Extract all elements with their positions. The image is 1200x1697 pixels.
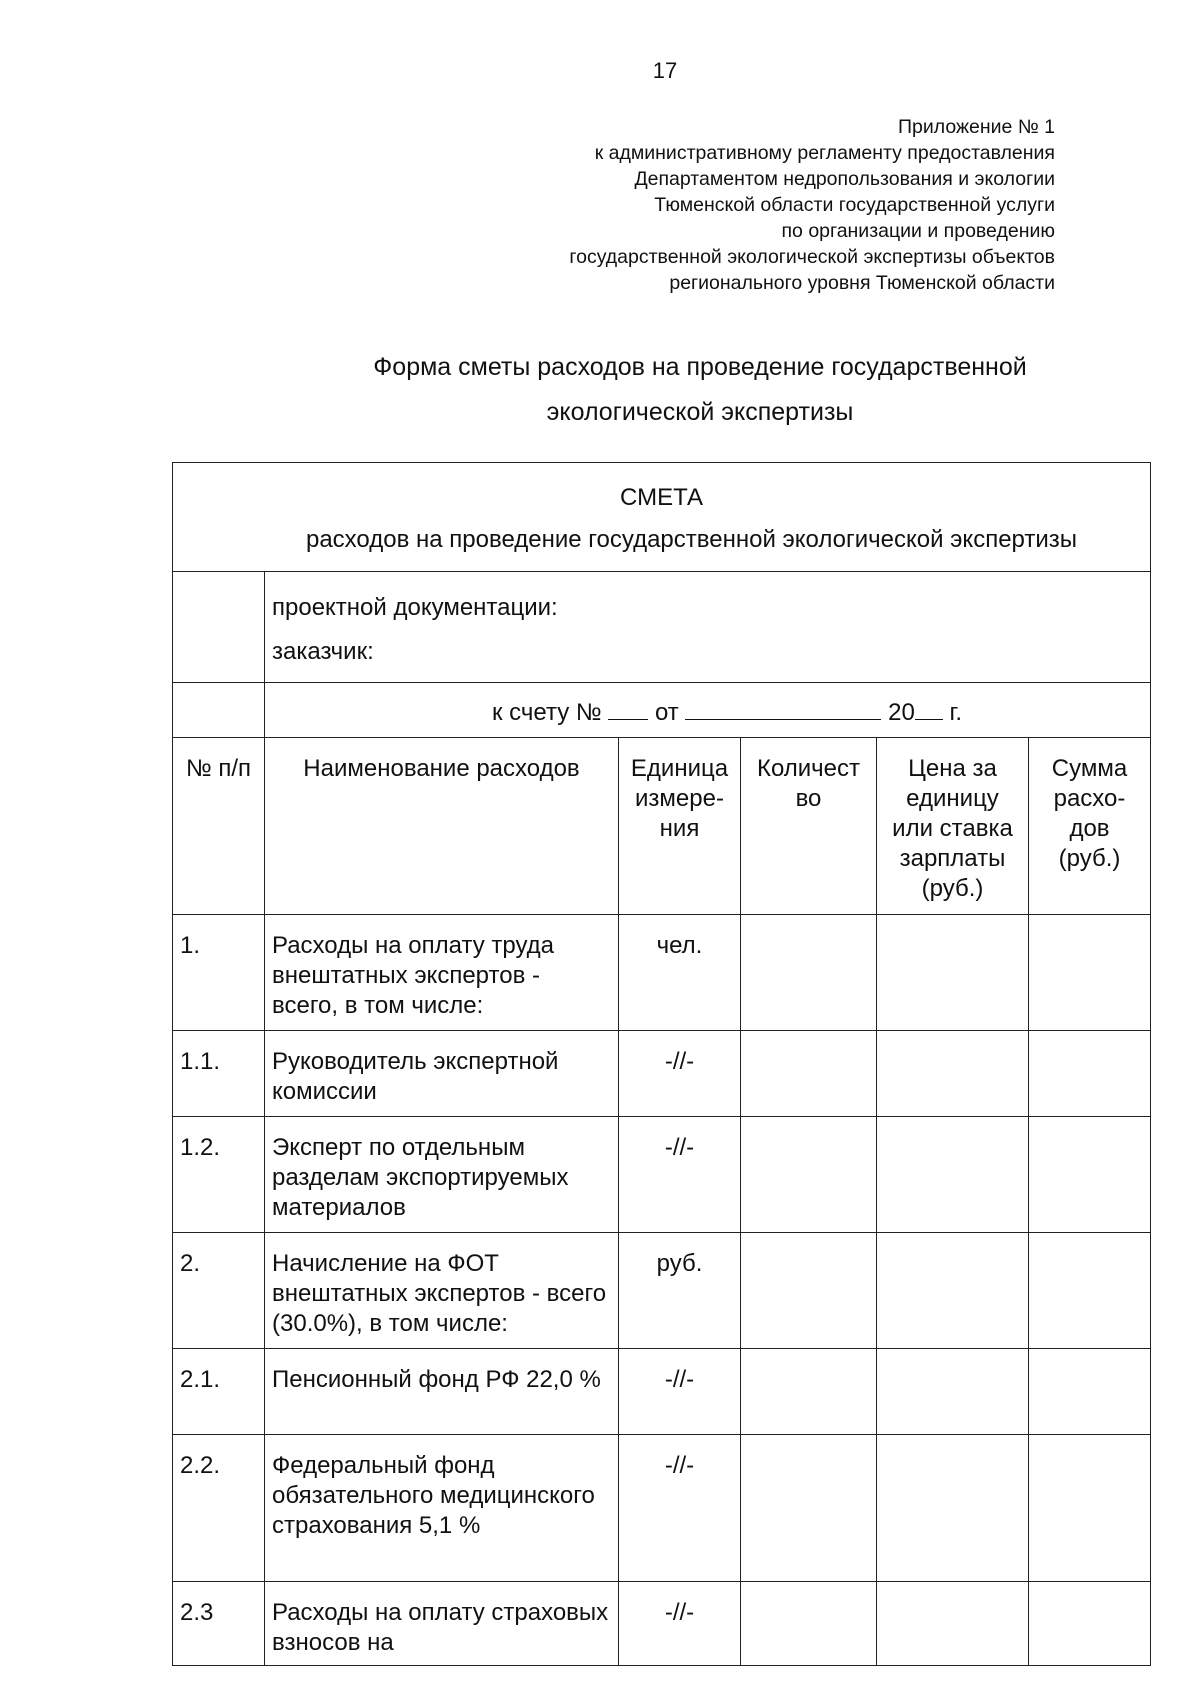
estimate-subtitle: расходов на проведение государственной экологической экспертизы [305, 526, 1078, 553]
table-row [173, 915, 1151, 1031]
form-title-line: Форма сметы расходов на проведение государственной [373, 353, 1027, 381]
row-price [877, 1435, 1029, 1582]
row-num: 1. [173, 915, 265, 1031]
row-qty [741, 1031, 877, 1117]
form-title-line: экологической экспертизы [546, 398, 854, 426]
project-label: проектной документации: [272, 594, 558, 621]
row-num: 2. [173, 1233, 265, 1349]
row-sum [1029, 1117, 1151, 1233]
appendix-line: регионального уровня Тюменской области [669, 272, 1055, 294]
header-price: Цена за единицу или ставка зарплаты (руб.) [877, 738, 1029, 915]
estimate-title-cell [173, 463, 1151, 572]
table-row [173, 1117, 1151, 1233]
estimate-table [172, 462, 1151, 1666]
table-header-row [173, 738, 1151, 915]
row-price [877, 1349, 1029, 1435]
row-num: 2.3 [173, 1582, 265, 1666]
row-name: Эксперт по отдельным разделам экспортируемых материалов [265, 1117, 619, 1233]
row-unit: -//- [619, 1117, 741, 1233]
invoice-year-suffix: г. [949, 699, 963, 726]
row-name: Начисление на ФОТ внештатных экспертов - всего (30.0%), в том числе: [265, 1233, 619, 1349]
form-title [200, 345, 1200, 435]
table-row [173, 1349, 1151, 1435]
appendix-line: Департаментом недропользования и экологии [634, 168, 1055, 190]
invoice-from: от [654, 699, 679, 726]
appendix-line: по организации и проведению [781, 220, 1055, 242]
empty-cell [173, 572, 265, 683]
row-sum [1029, 915, 1151, 1031]
header-unit: Единица измере-ния [619, 738, 741, 915]
row-num: 2.2. [173, 1435, 265, 1582]
row-unit: руб. [619, 1233, 741, 1349]
row-sum [1029, 1582, 1151, 1666]
header-sum: Сумма расхо-дов (руб.) [1029, 738, 1151, 915]
row-qty [741, 1117, 877, 1233]
row-name: Пенсионный фонд РФ 22,0 % [265, 1349, 619, 1435]
row-unit: -//- [619, 1031, 741, 1117]
row-price [877, 1233, 1029, 1349]
header-num: № п/п [173, 738, 265, 915]
table-row [173, 1582, 1151, 1666]
row-qty [741, 1435, 877, 1582]
row-price [877, 1582, 1029, 1666]
row-unit: -//- [619, 1435, 741, 1582]
row-name: Расходы на оплату страховых взносов на [265, 1582, 619, 1666]
appendix-block [569, 114, 1055, 296]
row-qty [741, 1582, 877, 1666]
empty-cell [173, 683, 265, 738]
table-row [173, 1435, 1151, 1582]
estimate-title: СМЕТА [620, 484, 703, 511]
row-num: 1.2. [173, 1117, 265, 1233]
project-info-cell [265, 572, 1151, 683]
row-num: 2.1. [173, 1349, 265, 1435]
row-price [877, 915, 1029, 1031]
row-sum [1029, 1031, 1151, 1117]
row-qty [741, 1233, 877, 1349]
appendix-line: к административному регламенту предоставления [594, 142, 1055, 164]
row-qty [741, 1349, 877, 1435]
row-price [877, 1117, 1029, 1233]
invoice-date-blank [685, 697, 881, 720]
row-price [877, 1031, 1029, 1117]
row-sum [1029, 1349, 1151, 1435]
row-qty [741, 915, 877, 1031]
invoice-prefix: к счету № [492, 699, 602, 726]
invoice-cell [265, 683, 1151, 738]
customer-label: заказчик: [272, 638, 374, 665]
appendix-line: государственной экологической экспертизы объектов [569, 246, 1055, 268]
page-number: 17 [652, 58, 678, 83]
row-name: Расходы на оплату труда внештатных экспертов - всего, в том числе: [265, 915, 619, 1031]
invoice-year-blank [915, 697, 943, 720]
appendix-line: Приложение № 1 [898, 116, 1055, 138]
row-unit: -//- [619, 1582, 741, 1666]
invoice-number-blank [608, 697, 648, 720]
row-num: 1.1. [173, 1031, 265, 1117]
row-sum [1029, 1233, 1151, 1349]
header-qty: Количест во [741, 738, 877, 915]
appendix-line: Тюменской области государственной услуги [654, 194, 1055, 216]
invoice-year-prefix: 20 [888, 699, 915, 726]
row-sum [1029, 1435, 1151, 1582]
table-row [173, 1233, 1151, 1349]
row-unit: чел. [619, 915, 741, 1031]
row-name: Руководитель экспертной комиссии [265, 1031, 619, 1117]
row-unit: -//- [619, 1349, 741, 1435]
header-name: Наименование расходов [265, 738, 619, 915]
table-row [173, 1031, 1151, 1117]
row-name: Федеральный фонд обязательного медицинского страхования 5,1 % [265, 1435, 619, 1582]
